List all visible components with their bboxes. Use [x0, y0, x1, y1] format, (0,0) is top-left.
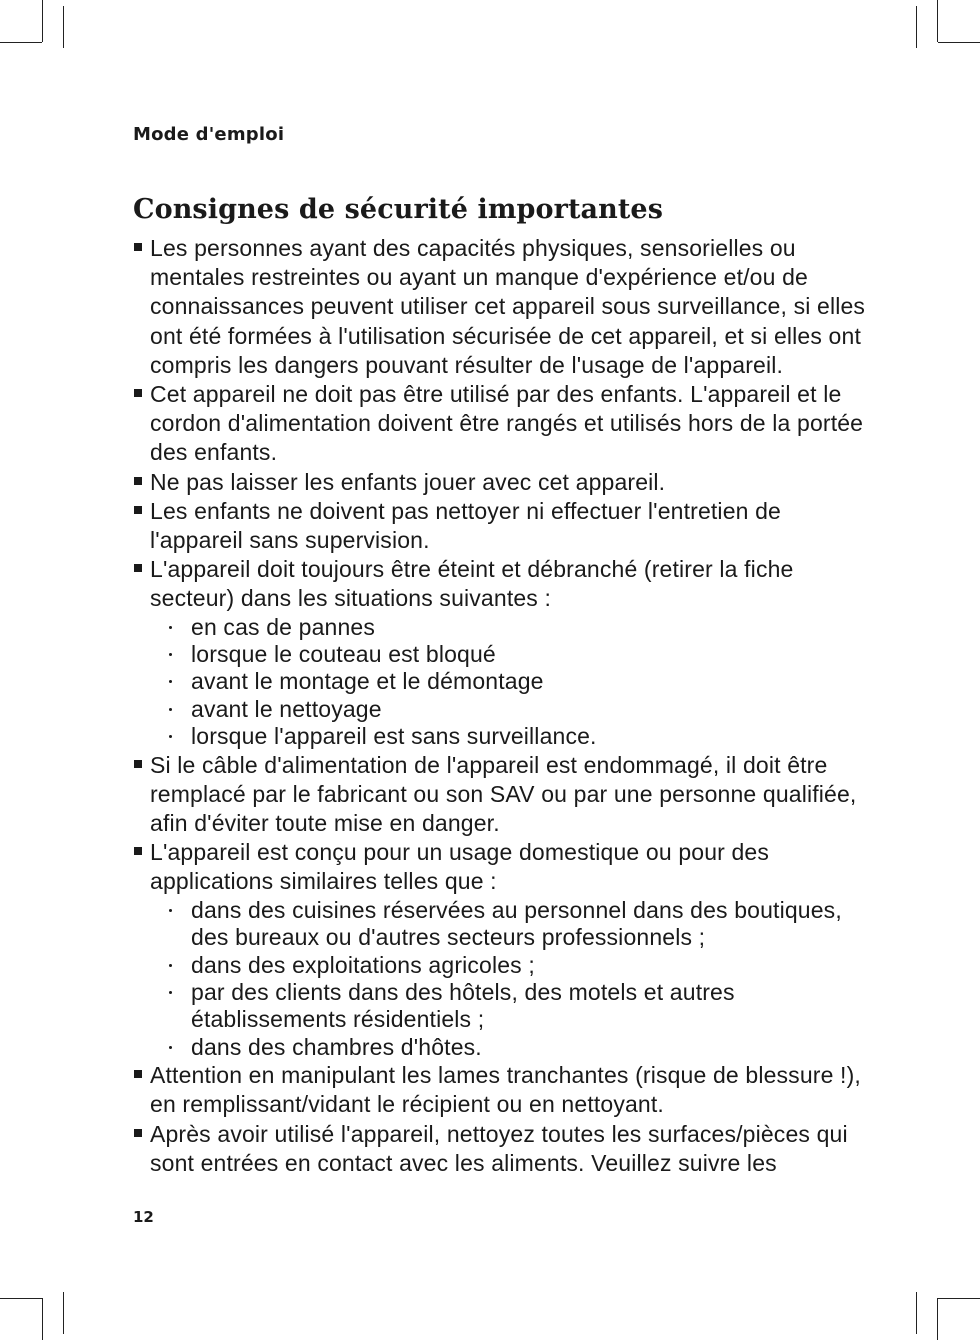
safety-item-text: Les personnes ayant des capacités physiques, sensorielles ou mentales restreintes ou ayant un manque d'expérience et/ou de connaissances peuvent utiliser cet appareil sous surveillance, si elles ont été formées à l'utilisation sécurisée de cet appareil, et si elles ont compris les dangers pouvant résulter de l'usage de l'appareil. [150, 235, 866, 378]
safety-item [133, 234, 868, 380]
sub-list-item [150, 897, 868, 952]
crop-mark [938, 42, 980, 43]
crop-mark [938, 1298, 980, 1299]
sub-list-item-text: lorsque l'appareil est sans surveillance. [191, 723, 597, 750]
square-bullet-icon [134, 847, 142, 855]
dot-bullet-icon [169, 964, 172, 967]
sub-list-item-text: par des clients dans des hôtels, des motels et autres établissements résidentiels ; [191, 978, 735, 1033]
dot-bullet-icon [169, 991, 172, 994]
safety-item-text: L'appareil doit toujours être éteint et débranché (retirer la fiche secteur) dans les situations suivantes : [150, 556, 794, 612]
crop-mark [63, 1292, 64, 1334]
sub-list-item [150, 1034, 868, 1061]
dot-bullet-icon [169, 909, 172, 912]
sub-list-item [150, 723, 868, 750]
sub-list-item [150, 696, 868, 723]
sub-list [150, 614, 868, 751]
dot-bullet-icon [169, 680, 172, 683]
sub-list-item [150, 979, 868, 1034]
sub-list-item-text: avant le montage et le démontage [191, 668, 544, 695]
crop-mark [937, 0, 938, 42]
safety-item-text: Attention en manipulant les lames tranchantes (risque de blessure !), en remplissant/vidant le récipient ou en nettoyant. [150, 1062, 861, 1118]
running-header: Mode d'emploi [133, 124, 285, 145]
page-number: 12 [133, 1208, 154, 1226]
square-bullet-icon [134, 1129, 142, 1137]
safety-item [133, 468, 868, 497]
section-title: Consignes de sécurité importantes [133, 194, 663, 225]
square-bullet-icon [134, 389, 142, 397]
crop-mark [42, 0, 43, 42]
safety-item-text: Ne pas laisser les enfants jouer avec cet appareil. [150, 468, 666, 495]
safety-item [133, 1120, 868, 1178]
square-bullet-icon [134, 477, 142, 485]
safety-item [133, 838, 868, 1061]
safety-item-text: Après avoir utilisé l'appareil, nettoyez toutes les surfaces/pièces qui sont entrées en contact avec les aliments. Veuillez suivre les [150, 1120, 848, 1176]
sub-list-item-text: en cas de pannes [191, 613, 375, 640]
sub-list-item [150, 668, 868, 695]
sub-list-item [150, 614, 868, 641]
safety-item [133, 751, 868, 839]
safety-item-text: Cet appareil ne doit pas être utilisé par des enfants. L'appareil et le cordon d'alimentation doivent être rangés et utilisés hors de la portée des enfants. [150, 381, 864, 466]
safety-item-text: L'appareil est conçu pour un usage domestique ou pour des applications similaires telles que : [150, 839, 770, 895]
safety-item [133, 555, 868, 750]
crop-mark [937, 1298, 938, 1340]
sub-list-item [150, 641, 868, 668]
crop-mark [63, 6, 64, 48]
safety-item [133, 380, 868, 468]
square-bullet-icon [134, 243, 142, 251]
sub-list [150, 897, 868, 1061]
square-bullet-icon [134, 760, 142, 768]
square-bullet-icon [134, 506, 142, 514]
sub-list-item-text: dans des chambres d'hôtes. [191, 1033, 482, 1060]
sub-list-item-text: dans des exploitations agricoles ; [191, 951, 535, 978]
sub-list-item-text: dans des cuisines réservées au personnel dans des boutiques, des bureaux ou d'autres secteurs professionnels ; [191, 896, 842, 951]
dot-bullet-icon [169, 708, 172, 711]
crop-mark [0, 42, 42, 43]
sub-list-item-text: avant le nettoyage [191, 695, 382, 722]
crop-mark [42, 1298, 43, 1340]
safety-item [133, 497, 868, 555]
square-bullet-icon [134, 1070, 142, 1078]
crop-mark [916, 6, 917, 48]
safety-item [133, 1061, 868, 1119]
safety-list [133, 234, 868, 1178]
crop-mark [0, 1298, 42, 1299]
dot-bullet-icon [169, 1046, 172, 1049]
safety-item-text: Si le câble d'alimentation de l'appareil est endommagé, il doit être remplacé par le fabricant ou son SAV ou par une personne qualifiée, afin d'éviter toute mise en danger. [150, 751, 857, 837]
square-bullet-icon [134, 564, 142, 572]
crop-mark [916, 1292, 917, 1334]
dot-bullet-icon [169, 653, 172, 656]
safety-item-text: Les enfants ne doivent pas nettoyer ni effectuer l'entretien de l'appareil sans supervision. [150, 497, 781, 554]
dot-bullet-icon [169, 626, 172, 629]
sub-list-item-text: lorsque le couteau est bloqué [191, 641, 496, 668]
dot-bullet-icon [169, 735, 172, 738]
sub-list-item [150, 952, 868, 979]
